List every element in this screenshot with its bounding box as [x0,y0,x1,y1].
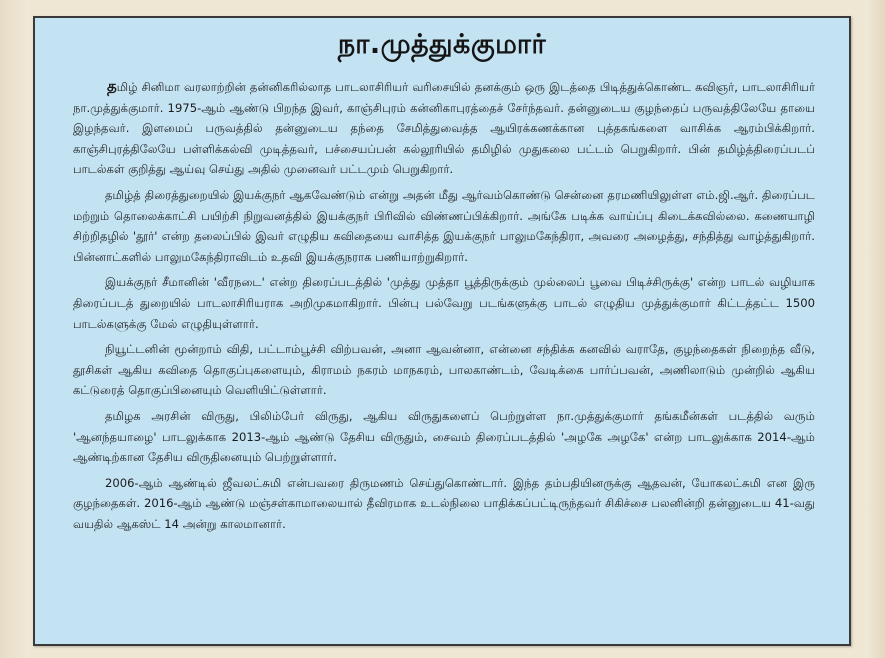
paragraph-1 [73,76,815,180]
page-background-right [865,0,885,658]
paragraph-5: தமிழக அரசின் விருது, பிலிம்பேர் விருது, ஆகிய விருதுகளைப் பெற்றுள்ள நா.முத்துக்குமார் தங்கமீன்கள் படத்தில் வரும் 'ஆனந்தயாழை' பாடலுக்காக 2013-ஆம் ஆண்டு தேசிய விருதும், சைவம் திரைப்படத்தில் 'அழகே அழகே' என்ற பாடலுக்காக 2014-ஆம் ஆண்டிற்கான தேசிய விருதினையும் பெற்றுள்ளார். [73,408,815,465]
page-background-left [0,0,30,658]
drop-cap: த [107,77,117,95]
page-title: நா.முத்துக்குமார் [337,29,547,60]
biography-content [73,76,815,539]
paragraph-6: 2006-ஆம் ஆண்டில் ஜீவலட்சுமி என்பவரை திருமணம் செய்துகொண்டார். இந்த தம்பதியினருக்கு ஆதவன், யோகலட்சுமி என இரு குழந்தைகள். 2016-ஆம் ஆண்டு மஞ்சள்காமாலையால் தீவிரமாக உடல்நிலை பாதிக்கப்பட்டிருந்தவர் சிகிச்சை பலனின்றி தன்னுடைய 41-வது வயதில் ஆகஸ்ட் 14 அன்று காலமானார். [73,475,815,531]
paragraph-2: தமிழ்த் திரைத்துறையில் இயக்குநர் ஆகவேண்டும் என்று அதன் மீது ஆர்வம்கொண்டு சென்னை தரமணியிலுள்ள எம்.ஜி.ஆர். திரைப்பட மற்றும் தொலைக்காட்சி பயிற்சி நிறுவனத்தில் இயக்குநர் பிரிவில் விண்ணப்பிக்கிறார். அங்கே படிக்க வாய்ப்பு கிடைக்கவில்லை. கணையாழி சிற்றிதழில் 'தூர்' என்ற தலைப்பில் இவர் எழுதிய கவிதையை வாசித்த இயக்குநர் பாலுமகேந்திரா, அவரை அழைத்து, சந்தித்து வாழ்த்துகிறார். பின்னாட்களில் பாலுமகேந்திராவிடம் உதவி இயக்குநராக பணியாற்றுகிறார். [73,187,815,264]
paragraph-3: இயக்குநர் சீமானின் 'வீரநடை' என்ற திரைப்படத்தில் 'முத்து முத்தா பூத்திருக்கும் முல்லைப் பூவை பிடிச்சிருக்கு' என்ற பாடல் வழியாக திரைப்படத் துறையில் பாடலாசிரியராக அறிமுகமாகிறார். பின்பு பல்வேறு படங்களுக்கு பாடல் எழுதிய முத்துக்குமார் கிட்டத்தட்ட 1500 பாடல்களுக்கு மேல் எழுதியுள்ளார். [73,275,815,331]
paragraph-1-text: மிழ் சினிமா வரலாற்றின் தன்னிகரில்லாத பாடலாசிரியர் வரிசையில் தனக்கும் ஒரு இடத்தை பிடித்துக்கொண்ட கவிஞர், பாடலாசிரியர் நா.முத்துக்குமார். 1975-ஆம் ஆண்டு பிறந்த இவர், காஞ்சிபுரம் கன்னிகாபுரத்தைச் சேர்ந்தவர். தன்னுடைய குழந்தைப் பருவத்திலேயே தாயை இழந்தவர். இளமைப் பருவத்தில் தன்னுடைய தந்தை சேமித்துவைத்த ஆயிரக்கணக்கான புத்தகங்களை வாசிக்க ஆரம்பிக்கிறார். காஞ்சிபுரத்திலேயே பள்ளிக்கல்வி முடித்தவர், பச்சையப்பன் கல்லூரியில் தமிழில் முதுகலை பட்டம் பெறுகிறார். பின் தமிழ்த்திரைப்படப் பாடல்கள் குறித்து ஆய்வு செய்து அதில் முனைவர் பட்டமும் பெறுகிறார். [73,80,815,177]
paragraph-4: நியூட்டனின் மூன்றாம் விதி, பட்டாம்பூச்சி விற்பவன், அனா ஆவன்னா, என்னை சந்திக்க கனவில் வராதே, குழந்தைகள் நிறைந்த வீடு, தூசிகள் ஆகிய கவிதை தொகுப்புகளையும், கிராமம் நகரம் மாநகரம், பாலகாண்டம், வேடிக்கை பார்ப்பவன், அணிலாடும் முன்றில் ஆகிய கட்டுரைத் தொகுப்பினையும் வெளியிட்டுள்ளார். [73,342,815,398]
biography-card [33,16,851,646]
